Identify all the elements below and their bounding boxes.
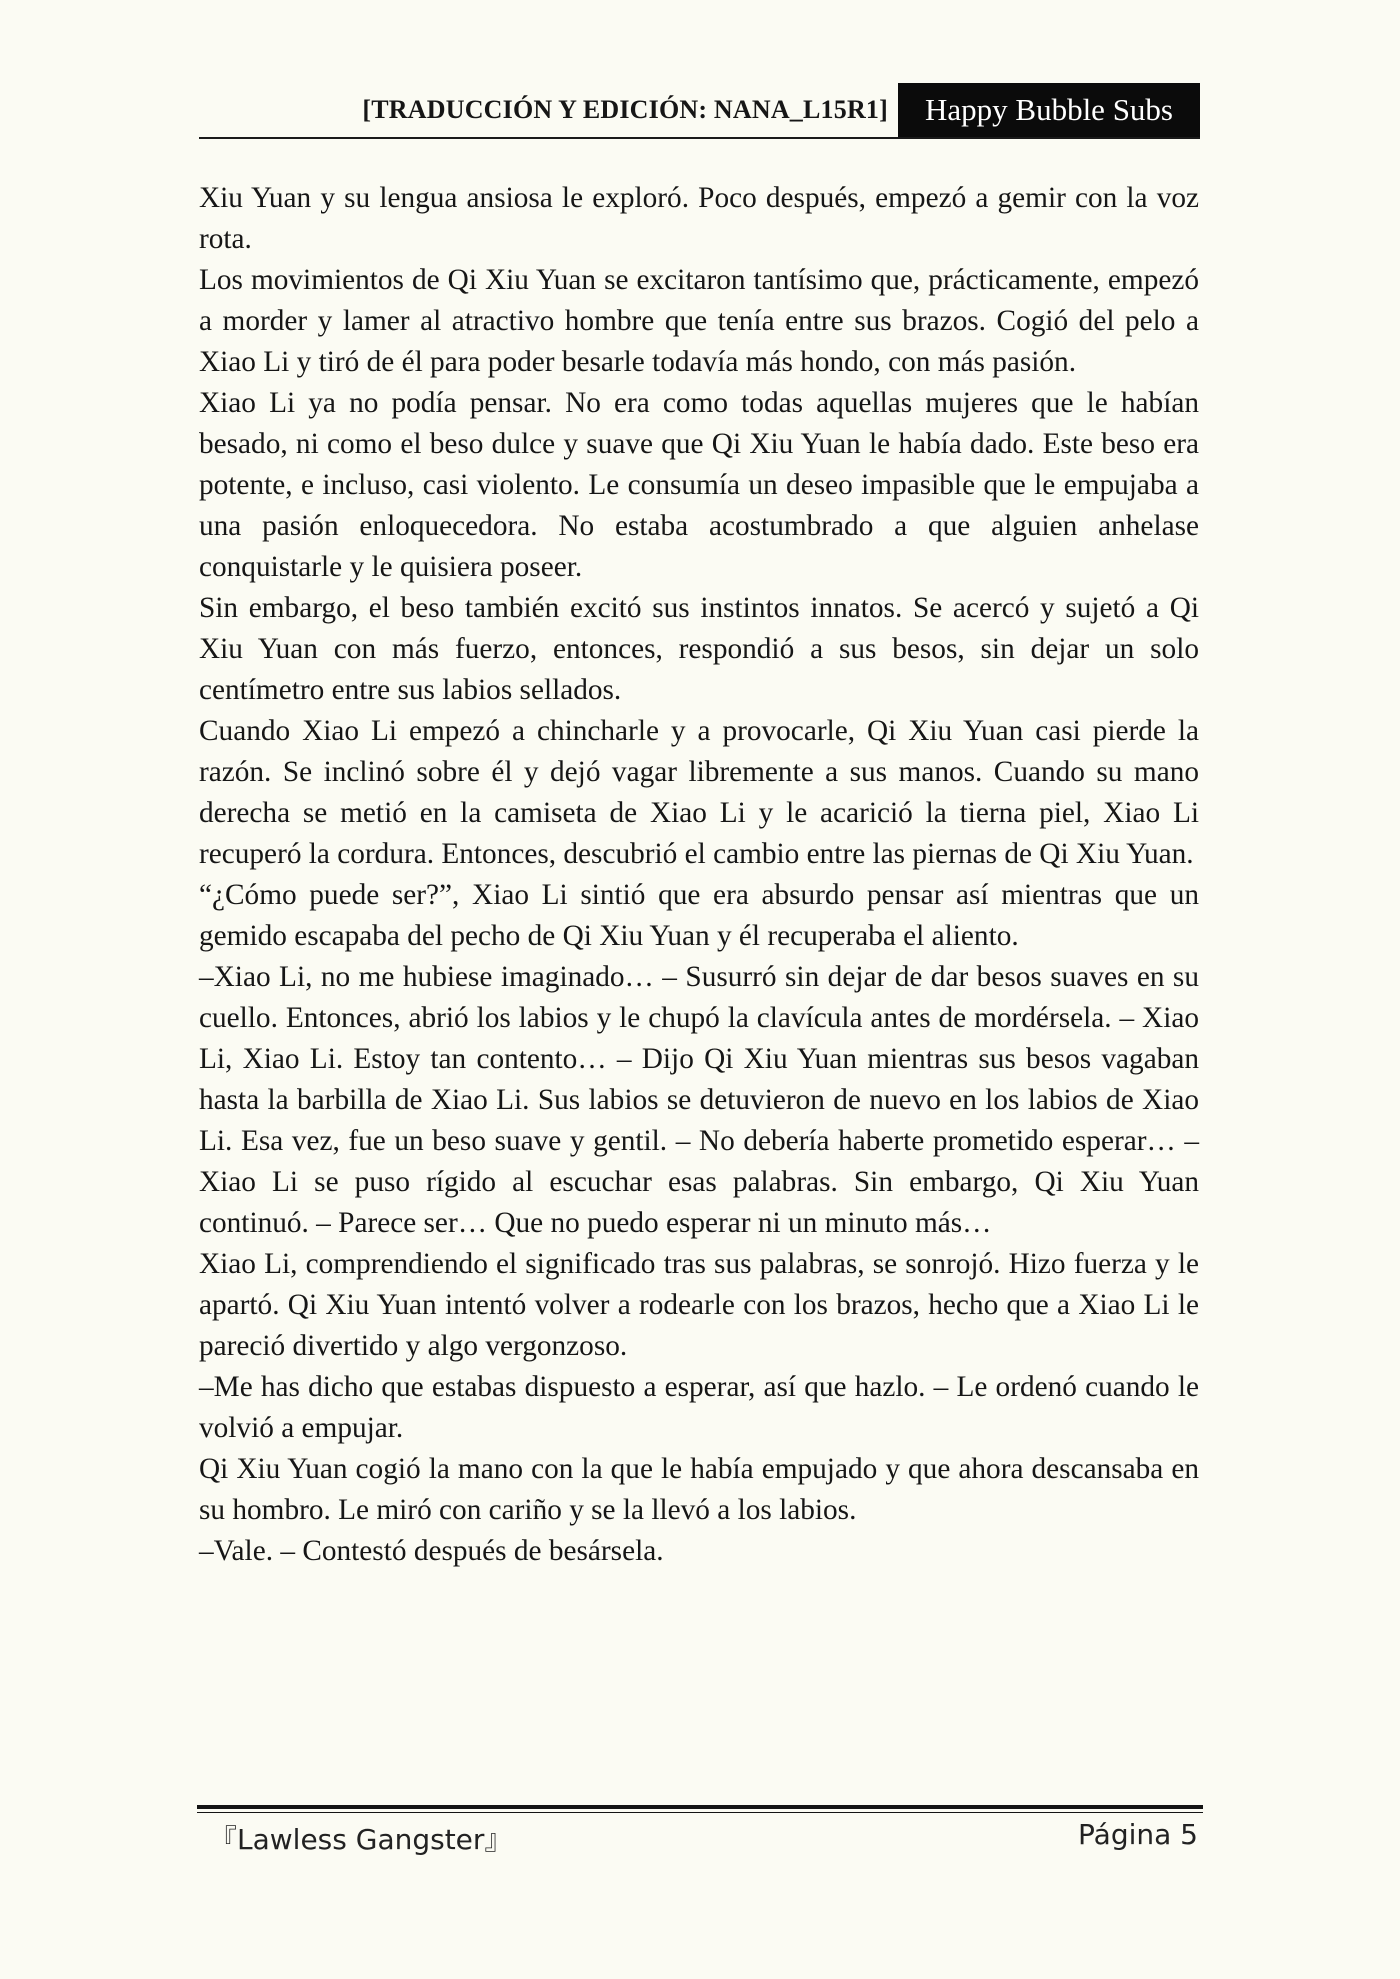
paragraph: Xiao Li, comprendiendo el significado tras sus palabras, se sonrojó. Hizo fuerza y le apartó. Qi Xiu Yuan intentó volver a rodearle con los brazos, hecho que a Xiao Li le pareció divertido y algo vergonzoso. [199,1248,1199,1362]
paragraph: Qi Xiu Yuan cogió la mano con la que le había empujado y que ahora descansaba en su hombro. Le miró con cariño y se la llevó a los labios. [199,1453,1199,1526]
paragraph: –Xiao Li, no me hubiese imaginado… – Susurró sin dejar de dar besos suaves en su cuello. Entonces, abrió los labios y le chupó la clavícula antes de mordérsela. – Xiao Li, Xiao Li. Estoy tan contento… – Dijo Qi Xiu Yuan mientras sus besos vagaban hasta la barbilla de Xiao Li. Sus labios se detuvieron de nuevo en los labios de Xiao Li. Esa vez, fue un beso suave y gentil. – No debería haberte prometido esperar… – Xiao Li se puso rígido al escuchar esas palabras. Sin embargo, Qi Xiu Yuan continuó. – Parece ser… Que no puedo esperar ni un minuto más… [199,961,1199,1239]
paragraph: –Vale. – Contestó después de besársela. [199,1535,664,1567]
paragraph: Xiu Yuan y su lengua ansiosa le exploró. Poco después, empezó a gemir con la voz rota. [199,182,1199,255]
paragraph: Sin embargo, el beso también excitó sus instintos innatos. Se acercó y sujetó a Qi Xiu Yuan con más fuerzo, entonces, respondió a sus besos, sin dejar un solo centímetro entre sus labios sellados. [199,592,1199,706]
footer-book-title: 『Lawless Gangster』 [209,1823,513,1856]
paragraph: Cuando Xiao Li empezó a chincharle y a provocarle, Qi Xiu Yuan casi pierde la razón. Se inclinó sobre él y dejó vagar libremente a sus manos. Cuando su mano derecha se metió en la camiseta de Xiao Li y le acarició la tierna piel, Xiao Li recuperó la cordura. Entonces, descubrió el cambio entre las piernas de Qi Xiu Yuan. [199,715,1199,870]
paragraph: Xiao Li ya no podía pensar. No era como todas aquellas mujeres que le habían besado, ni como el beso dulce y suave que Qi Xiu Yuan le había dado. Este beso era potente, e incluso, casi violento. Le consumía un deseo impasible que le empujaba a una pasión enloquecedora. No estaba acostumbrado a que alguien anhelase conquistarle y le quisiera poseer. [199,387,1199,583]
paragraph: “¿Cómo puede ser?”, Xiao Li sintió que era absurdo pensar así mientras que un gemido escapaba del pecho de Qi Xiu Yuan y él recuperaba el aliento. [199,879,1199,952]
paragraph: –Me has dicho que estabas dispuesto a esperar, así que hazlo. – Le ordenó cuando le volvió a empujar. [199,1371,1199,1444]
chapter-body [199,178,1199,1572]
footer-page-number: Página 5 [1078,1818,1198,1851]
translation-credit: [TRADUCCIÓN Y EDICIÓN: NANA_L15R1] [362,95,888,124]
group-brand-banner: Happy Bubble Subs [898,83,1200,137]
paragraph: Los movimientos de Qi Xiu Yuan se excitaron tantísimo que, prácticamente, empezó a morder y lamer al atractivo hombre que tenía entre sus brazos. Cogió del pelo a Xiao Li y tiró de él para poder besarle todavía más hondo, con más pasión. [199,264,1199,378]
footer-divider [197,1805,1203,1809]
page-header [199,83,1200,139]
footer-divider-thin [197,1812,1203,1813]
